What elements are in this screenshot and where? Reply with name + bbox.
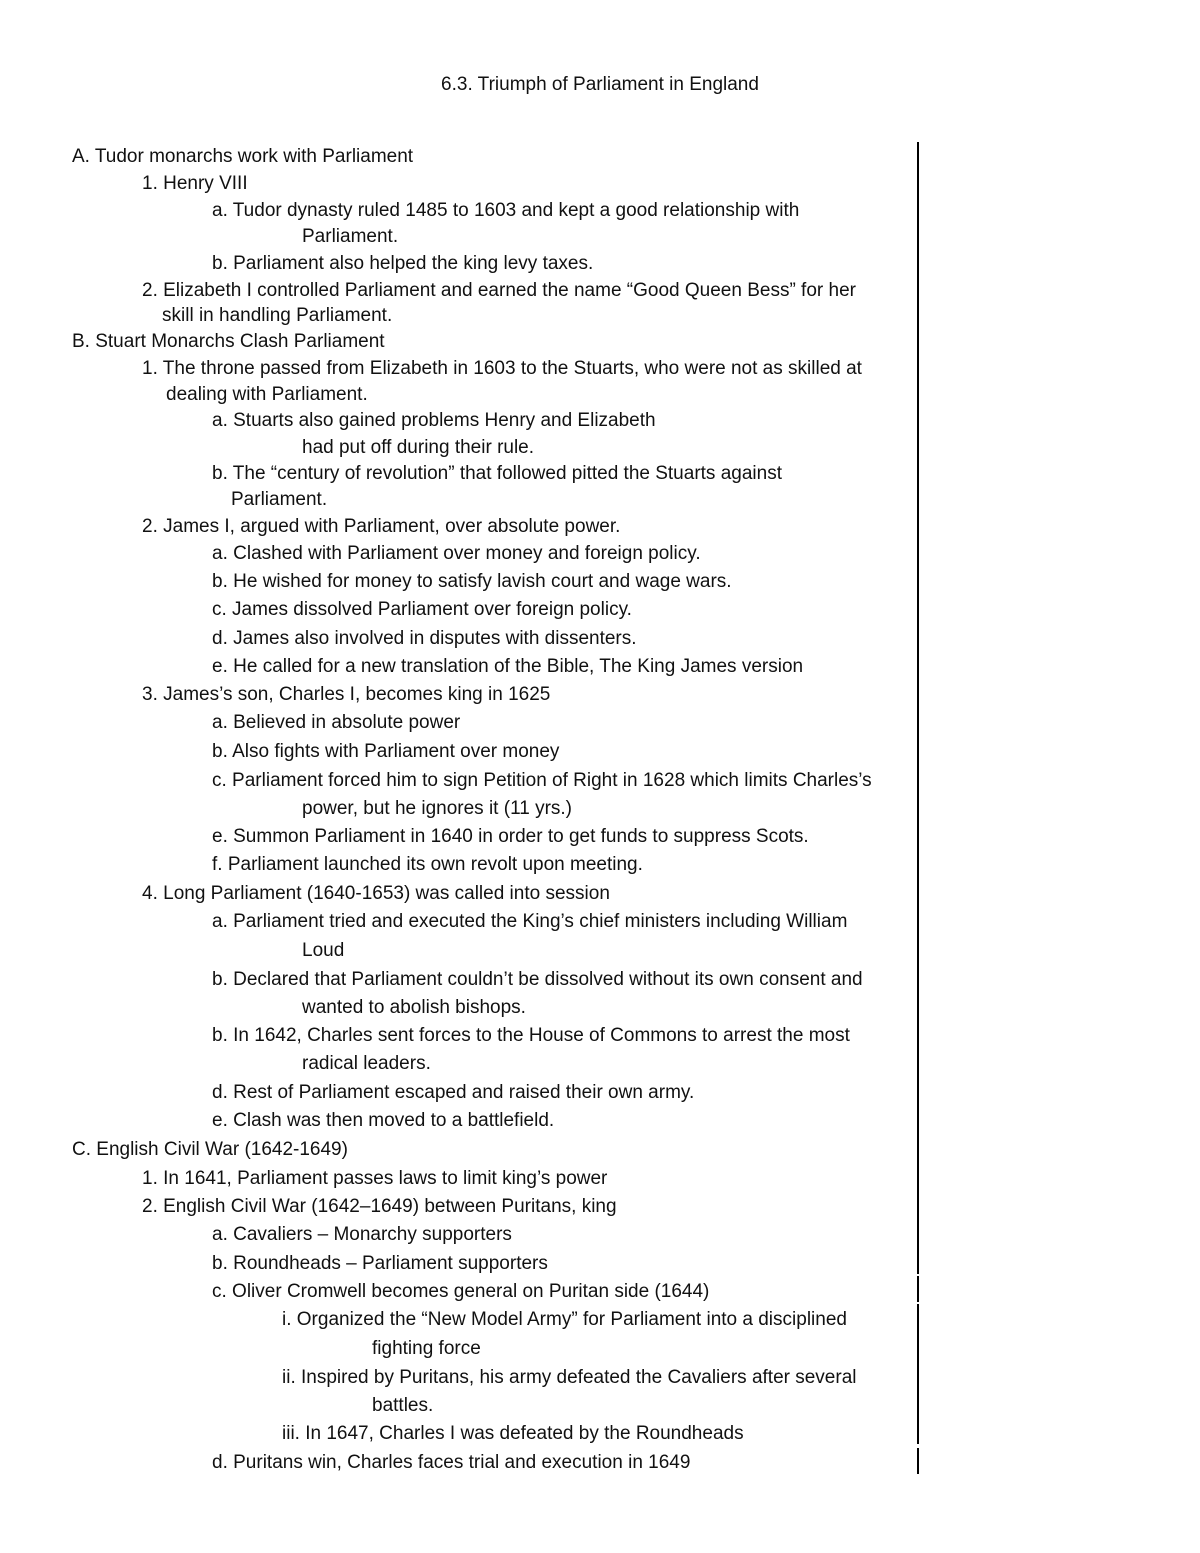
outline-line: c. James dissolved Parliament over foreign policy. [212,599,632,620]
outline-line: b. Roundheads – Parliament supporters [212,1253,548,1274]
outline-line: d. Rest of Parliament escaped and raised their own army. [212,1082,695,1103]
outline-line: 2. Elizabeth I controlled Parliament and earned the name “Good Queen Bess” for her [142,280,856,301]
outline-line: d. Puritans win, Charles faces trial and execution in 1649 [212,1452,691,1473]
outline-line: 3. James’s son, Charles I, becomes king in 1625 [142,684,551,705]
outline-line: Loud [302,940,345,961]
outline-line: a. Stuarts also gained problems Henry and Elizabeth [212,410,656,431]
outline-line: e. Clash was then moved to a battlefield. [212,1110,555,1131]
outline-line: 4. Long Parliament (1640-1653) was called into session [142,883,610,904]
outline-line: b. Declared that Parliament couldn’t be dissolved without its own consent and [212,969,863,990]
right-margin-rule [917,142,919,1274]
outline-line: a. Parliament tried and executed the King’s chief ministers including William [212,911,848,932]
outline-line: 1. In 1641, Parliament passes laws to limit king’s power [142,1168,608,1189]
outline-line: i. Organized the “New Model Army” for Parliament into a disciplined [282,1309,847,1330]
outline-line: 2. James I, argued with Parliament, over absolute power. [142,516,621,537]
outline-line: 1. Henry VIII [142,173,248,194]
section-b-heading: B. Stuart Monarchs Clash Parliament [72,331,385,352]
outline-line: a. Clashed with Parliament over money and foreign policy. [212,543,701,564]
outline-line: 1. The throne passed from Elizabeth in 1603 to the Stuarts, who were not as skilled at [142,358,862,379]
outline-line: b. In 1642, Charles sent forces to the House of Commons to arrest the most [212,1025,850,1046]
outline-line: wanted to abolish bishops. [302,997,526,1018]
outline-line: Parliament. [231,489,328,510]
section-c-heading: C. English Civil War (1642-1649) [72,1139,348,1160]
outline-line: had put off during their rule. [302,437,535,458]
right-margin-rule [917,1276,919,1302]
outline-line: d. James also involved in disputes with dissenters. [212,628,637,649]
outline-line: radical leaders. [302,1053,431,1074]
outline-line: skill in handling Parliament. [162,305,393,326]
outline-line: c. Parliament forced him to sign Petition of Right in 1628 which limits Charles’s [212,770,872,791]
outline-line: e. He called for a new translation of the Bible, The King James version [212,656,804,677]
outline-line: e. Summon Parliament in 1640 in order to get funds to suppress Scots. [212,826,809,847]
outline-line: a. Tudor dynasty ruled 1485 to 1603 and kept a good relationship with [212,200,800,221]
outline-line: Parliament. [302,226,399,247]
right-margin-rule [917,1448,919,1474]
outline-line: dealing with Parliament. [166,384,368,405]
section-a-heading: A. Tudor monarchs work with Parliament [72,146,414,167]
outline-line: ii. Inspired by Puritans, his army defeated the Cavaliers after several [282,1367,857,1388]
outline-line: b. The “century of revolution” that followed pitted the Stuarts against [212,463,782,484]
outline-line: b. Also fights with Parliament over money [212,741,560,762]
document-title: 6.3. Triumph of Parliament in England [441,74,759,95]
right-margin-rule [917,1304,919,1444]
outline-line: a. Cavaliers – Monarchy supporters [212,1224,512,1245]
outline-line: battles. [372,1395,434,1416]
outline-line: b. Parliament also helped the king levy taxes. [212,253,594,274]
outline-line: a. Believed in absolute power [212,712,461,733]
outline-line: 2. English Civil War (1642–1649) between Puritans, king [142,1196,617,1217]
outline-line: power, but he ignores it (11 yrs.) [302,798,572,819]
outline-line: b. He wished for money to satisfy lavish court and wage wars. [212,571,732,592]
outline-line: iii. In 1647, Charles I was defeated by the Roundheads [282,1423,744,1444]
outline-line: f. Parliament launched its own revolt upon meeting. [212,854,643,875]
outline-line: c. Oliver Cromwell becomes general on Puritan side (1644) [212,1281,710,1302]
outline-line: fighting force [372,1338,481,1359]
